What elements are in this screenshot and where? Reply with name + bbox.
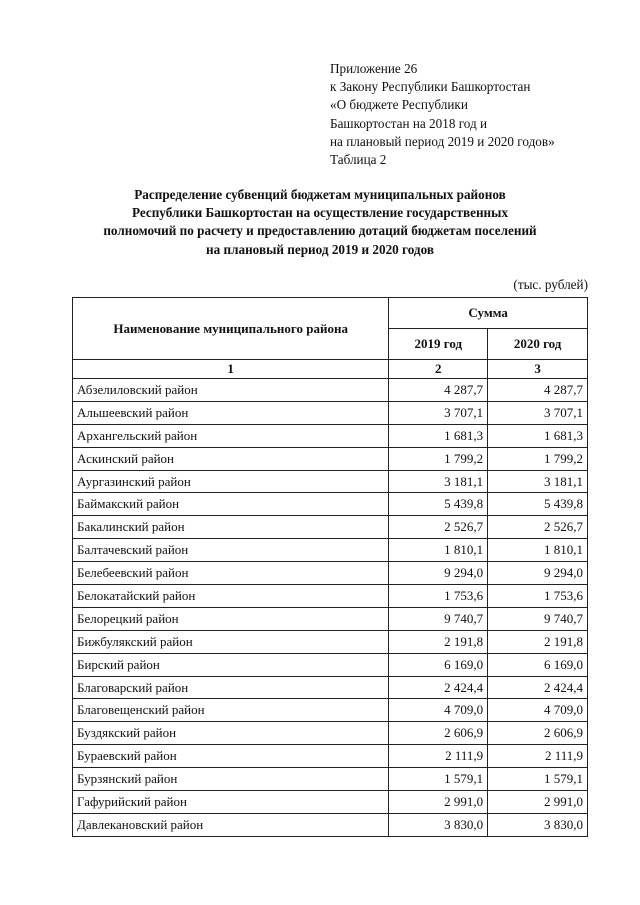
amount-2019-cell: 3 181,1 xyxy=(389,470,488,493)
table-row xyxy=(73,401,588,424)
district-name-cell: Архангельский район xyxy=(73,424,389,447)
district-name-cell: Баймакский район xyxy=(73,493,389,516)
amount-2020-cell: 2 526,7 xyxy=(488,516,588,539)
amount-2019-cell: 9 294,0 xyxy=(389,562,488,585)
amount-2020-cell: 2 424,4 xyxy=(488,676,588,699)
amount-2019-cell: 1 799,2 xyxy=(389,447,488,470)
appendix-line: на плановый период 2019 и 2020 годов» xyxy=(330,133,555,149)
district-name-cell: Балтачевский район xyxy=(73,539,389,562)
column-number: 2 xyxy=(389,360,488,379)
table-body xyxy=(73,379,588,837)
header-district-name: Наименование муниципального района xyxy=(73,298,389,360)
table-row xyxy=(73,676,588,699)
district-name-cell: Бурзянский район xyxy=(73,768,389,791)
table-row xyxy=(73,630,588,653)
amount-2019-cell: 3 707,1 xyxy=(389,401,488,424)
district-name-cell: Благовещенский район xyxy=(73,699,389,722)
table-row xyxy=(73,653,588,676)
table-row xyxy=(73,699,588,722)
amount-2020-cell: 3 181,1 xyxy=(488,470,588,493)
amount-2020-cell: 1 681,3 xyxy=(488,424,588,447)
table-row xyxy=(73,539,588,562)
district-name-cell: Белорецкий район xyxy=(73,607,389,630)
amount-2019-cell: 2 191,8 xyxy=(389,630,488,653)
amount-2019-cell: 1 681,3 xyxy=(389,424,488,447)
amount-2019-cell: 3 830,0 xyxy=(389,813,488,836)
district-name-cell: Аскинский район xyxy=(73,447,389,470)
amount-2019-cell: 1 753,6 xyxy=(389,585,488,608)
amount-2019-cell: 2 526,7 xyxy=(389,516,488,539)
district-name-cell: Белокатайский район xyxy=(73,585,389,608)
header-year-2020: 2020 год xyxy=(488,329,588,360)
header-sum: Сумма xyxy=(389,298,588,329)
appendix-table-number: Таблица 2 xyxy=(330,152,387,168)
subsidies-table xyxy=(72,297,588,837)
amount-2019-cell: 2 606,9 xyxy=(389,722,488,745)
appendix-block xyxy=(330,60,555,169)
district-name-cell: Благоварский район xyxy=(73,676,389,699)
document-title xyxy=(60,186,580,259)
amount-2020-cell: 4 709,0 xyxy=(488,699,588,722)
amount-2020-cell: 1 810,1 xyxy=(488,539,588,562)
table-row xyxy=(73,516,588,539)
table-row xyxy=(73,585,588,608)
amount-2019-cell: 1 810,1 xyxy=(389,539,488,562)
amount-2019-cell: 4 287,7 xyxy=(389,379,488,402)
amount-2019-cell: 9 740,7 xyxy=(389,607,488,630)
amount-2020-cell: 9 294,0 xyxy=(488,562,588,585)
amount-2020-cell: 2 991,0 xyxy=(488,791,588,814)
district-name-cell: Абзелиловский район xyxy=(73,379,389,402)
table-row xyxy=(73,607,588,630)
table-row xyxy=(73,722,588,745)
table-row xyxy=(73,379,588,402)
appendix-line: «О бюджете Республики xyxy=(330,97,468,113)
district-name-cell: Бакалинский район xyxy=(73,516,389,539)
table-row xyxy=(73,470,588,493)
title-line: на плановый период 2019 и 2020 годов xyxy=(206,241,434,257)
district-name-cell: Гафурийский район xyxy=(73,791,389,814)
amount-2020-cell: 2 191,8 xyxy=(488,630,588,653)
district-name-cell: Бижбулякский район xyxy=(73,630,389,653)
amount-2019-cell: 5 439,8 xyxy=(389,493,488,516)
table-row xyxy=(73,813,588,836)
amount-2020-cell: 1 579,1 xyxy=(488,768,588,791)
table-row xyxy=(73,768,588,791)
column-number: 3 xyxy=(488,360,588,379)
table-row xyxy=(73,745,588,768)
district-name-cell: Давлекановский район xyxy=(73,813,389,836)
district-name-cell: Буздякский район xyxy=(73,722,389,745)
table-row xyxy=(73,447,588,470)
district-name-cell: Альшеевский район xyxy=(73,401,389,424)
district-name-cell: Бирский район xyxy=(73,653,389,676)
header-year-2019: 2019 год xyxy=(389,329,488,360)
district-name-cell: Белебеевский район xyxy=(73,562,389,585)
amount-2020-cell: 5 439,8 xyxy=(488,493,588,516)
units-label: (тыс. рублей) xyxy=(513,277,588,292)
table-row xyxy=(73,562,588,585)
appendix-line: Приложение 26 xyxy=(330,61,418,76)
appendix-line: Башкортостан на 2018 год и xyxy=(330,115,488,131)
amount-2020-cell: 9 740,7 xyxy=(488,607,588,630)
amount-2019-cell: 6 169,0 xyxy=(389,653,488,676)
appendix-line: к Закону Республики Башкортостан xyxy=(330,79,531,95)
table-row xyxy=(73,424,588,447)
amount-2020-cell: 1 799,2 xyxy=(488,447,588,470)
table-row xyxy=(73,493,588,516)
district-name-cell: Бураевский район xyxy=(73,745,389,768)
amount-2020-cell: 3 707,1 xyxy=(488,401,588,424)
table-row xyxy=(73,791,588,814)
title-line: Республики Башкортостан на осуществление государственных xyxy=(131,205,509,221)
amount-2020-cell: 3 830,0 xyxy=(488,813,588,836)
district-name-cell: Аургазинский район xyxy=(73,470,389,493)
amount-2019-cell: 2 111,9 xyxy=(389,745,488,768)
amount-2020-cell: 2 111,9 xyxy=(488,745,588,768)
amount-2019-cell: 4 709,0 xyxy=(389,699,488,722)
amount-2019-cell: 1 579,1 xyxy=(389,768,488,791)
column-number: 1 xyxy=(73,360,389,379)
amount-2019-cell: 2 424,4 xyxy=(389,676,488,699)
amount-2020-cell: 2 606,9 xyxy=(488,722,588,745)
amount-2020-cell: 6 169,0 xyxy=(488,653,588,676)
amount-2020-cell: 1 753,6 xyxy=(488,585,588,608)
title-line: Распределение субвенций бюджетам муниципальных районов xyxy=(134,187,506,202)
amount-2019-cell: 2 991,0 xyxy=(389,791,488,814)
amount-2020-cell: 4 287,7 xyxy=(488,379,588,402)
title-line: полномочий по расчету и предоставлению дотаций бюджетам поселений xyxy=(103,223,537,239)
